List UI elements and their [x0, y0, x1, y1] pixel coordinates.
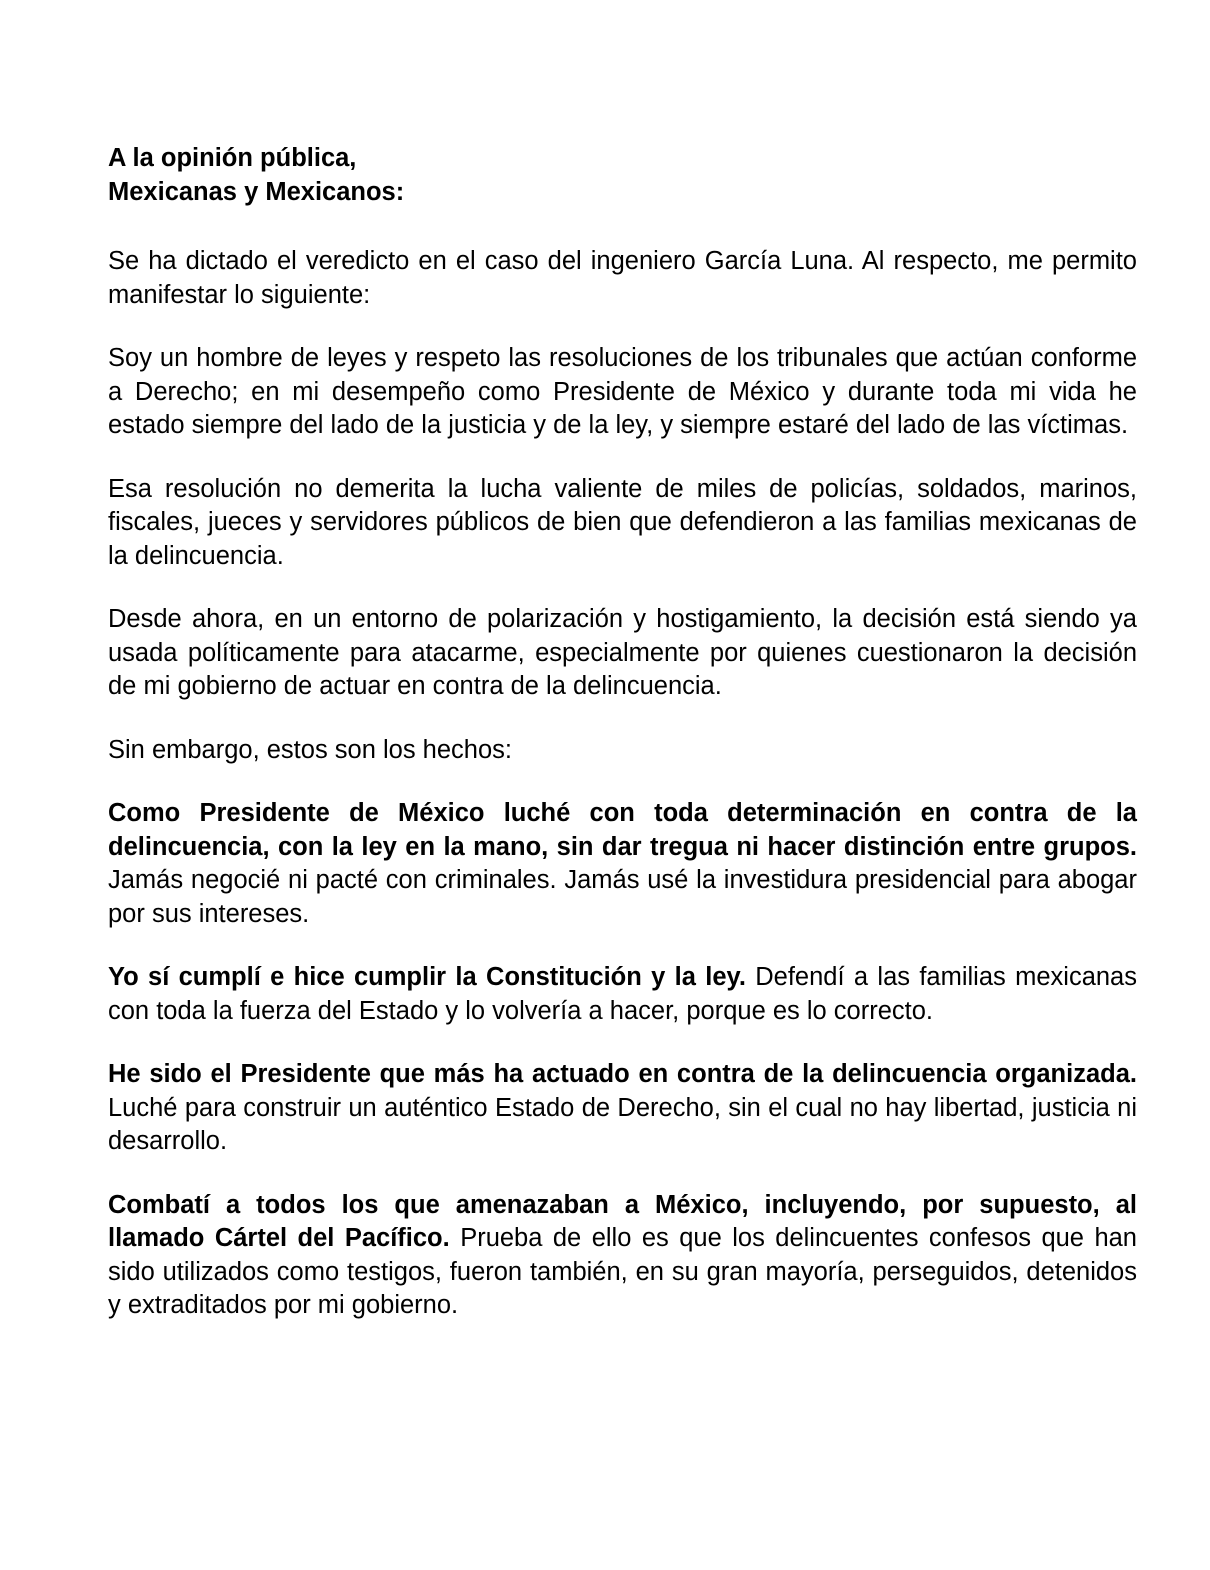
heading-line-2: Mexicanas y Mexicanos: — [108, 177, 405, 206]
paragraph-text: Prueba de ello es que los delincuentes confesos que han sido utilizados como testigos, fueron también, en su gran mayoría, perseguidos, detenidos y extraditados por mi gobierno. — [108, 1224, 1137, 1319]
paragraph-intro — [108, 245, 1137, 312]
paragraph-hechos-intro — [108, 734, 1137, 768]
paragraph-cumpli-constitucion — [108, 961, 1137, 1028]
paragraph-text: Desde ahora, en un entorno de polarización y hostigamiento, la decisión está siendo ya usada políticamente para atacarme, especialmente por quienes cuestionaron la decisión de mi gobierno de actuar en contra de la delincuencia. — [108, 605, 1137, 700]
paragraph-text: Luché para construir un auténtico Estado de Derecho, sin el cual no hay libertad, justicia ni desarrollo. — [108, 1093, 1137, 1155]
paragraph-text: Sin embargo, estos son los hechos: — [108, 735, 512, 764]
paragraph-respeto-ley — [108, 342, 1137, 443]
paragraph-resolucion — [108, 473, 1137, 574]
heading-line-1: A la opinión pública, — [108, 144, 357, 172]
document-heading — [108, 142, 1137, 209]
paragraph-polarizacion — [108, 603, 1137, 704]
paragraph-text: Esa resolución no demerita la lucha valiente de miles de policías, soldados, marinos, fiscales, jueces y servidores públicos de bien que defendieron a las familias mexicanas de la delincuencia. — [108, 474, 1137, 570]
paragraph-text: Se ha dictado el veredicto en el caso del ingeniero García Luna. Al respecto, me permito manifestar lo siguiente: — [108, 247, 1137, 309]
paragraph-text: Jamás negocié ni pacté con criminales. Jamás usé la investidura presidencial para abogar por sus intereses. — [108, 866, 1137, 928]
paragraph-bold-lead: He sido el Presidente que más ha actuado en contra de la delincuencia organizada. — [108, 1060, 1137, 1088]
paragraph-presidente-actuado — [108, 1058, 1137, 1159]
paragraph-luche-determinacion — [108, 797, 1137, 931]
paragraph-text: Defendí a las familias mexicanas con toda la fuerza del Estado y lo volvería a hacer, porque es lo correcto. — [108, 963, 1137, 1025]
paragraph-combati-cartel — [108, 1189, 1137, 1323]
paragraph-text: Soy un hombre de leyes y respeto las resoluciones de los tribunales que actúan conforme a Derecho; en mi desempeño como Presidente de México y durante toda mi vida he estado siempre del lado de la justicia y de la ley, y siempre estaré del lado de las víctimas. — [108, 344, 1137, 439]
paragraph-bold-lead: Yo sí cumplí e hice cumplir la Constitución y la ley. — [108, 963, 746, 991]
document-content — [108, 142, 1137, 1323]
paragraph-bold-lead: Como Presidente de México luché con toda determinación en contra de la delincuencia, con la ley en la mano, sin dar tregua ni hacer distinción entre grupos. — [108, 799, 1137, 861]
paragraph-bold-lead: Combatí a todos los que amenazaban a México, incluyendo, por supuesto, al llamado Cártel del Pacífico. — [108, 1190, 1137, 1252]
